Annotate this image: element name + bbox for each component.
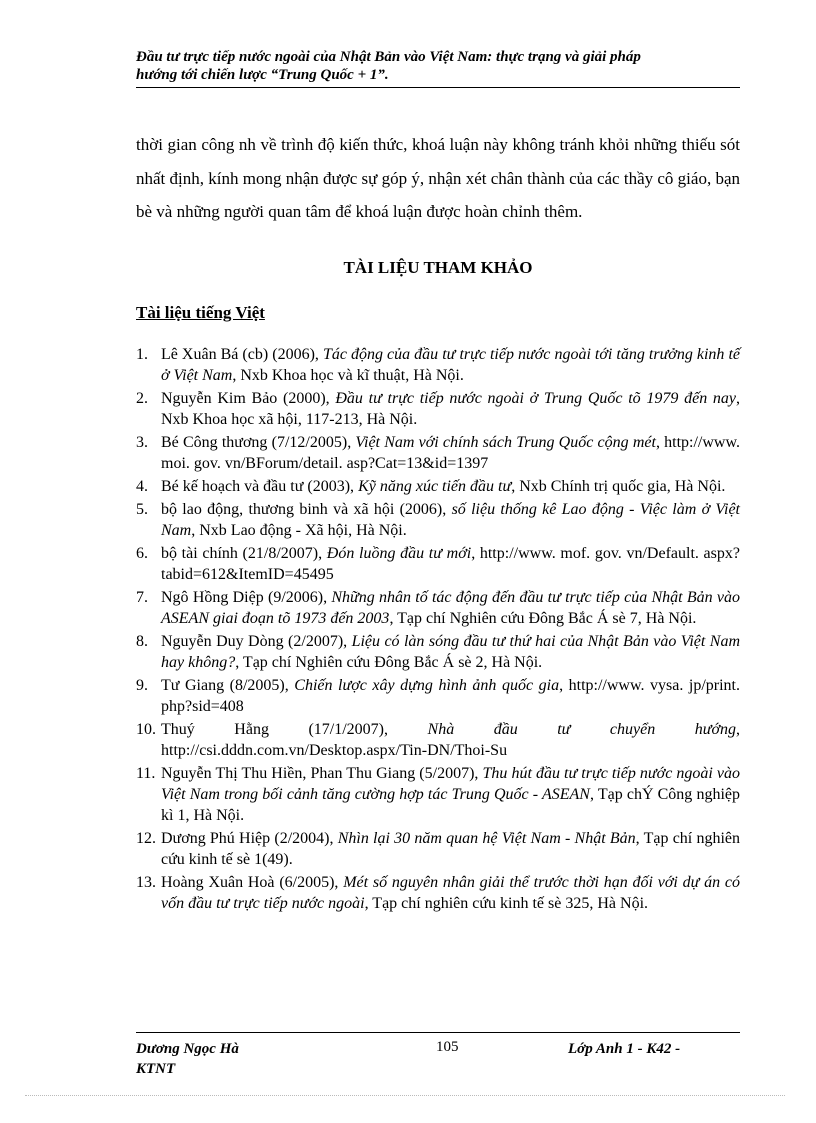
reference-item [136,631,740,673]
page-number: 105 [436,1039,459,1055]
subsection-title: Tài liệu tiếng Việt [136,303,265,322]
reference-number: 1. [136,346,148,363]
reference-number: 6. [136,545,148,562]
reference-item [136,543,740,585]
reference-title: Chiến lược xây dựng hình ảnh quốc gia [294,677,560,694]
reference-title: Những nhân tố tác động đến đầu tư trực tiếp của Nhật Bản vào ASEAN giai đoạn tõ 1973 đến 2003 [161,589,741,627]
reference-authors: Ngô Hồng Diệp (9/2006), [161,589,332,606]
reference-publisher: , Tạp chí nghiên cứu kinh tế sè 325, Hà Nội. [364,895,649,912]
reference-authors: Bé kế hoạch và đầu tư (2003), [161,478,359,495]
reference-authors: Nguyễn Kim Bảo (2000), [161,390,336,407]
page-bottom-divider [25,1095,785,1096]
reference-item [136,872,740,914]
reference-authors: Nguyễn Thị Thu Hiền, Phan Thu Giang (5/2007), [161,765,483,782]
reference-authors: Hoàng Xuân Hoà (6/2005), [161,874,344,891]
reference-publisher: , Nxb Lao động - Xã hội, Hà Nội. [191,522,407,539]
reference-authors: Bé Công thương (7/12/2005), [161,434,356,451]
reference-publisher: , http://csi.dddn.com.vn/Desktop.aspx/Tin-DN/Thoi-Su [161,721,740,759]
section-title: TÀI LIỆU THAM KHẢO [343,258,533,277]
reference-title: Nhìn lại 30 năm quan hệ Việt Nam - Nhật Bản [337,830,636,847]
reference-number: 9. [136,677,148,694]
reference-title: Tác động của đầu tư trực tiếp nước ngoài tới tăng trưởng kinh tế ở Việt Nam [161,346,741,384]
reference-item [136,476,740,497]
reference-publisher: , http://www. mof. gov. vn/Default. aspx?tabid=612&ItemID=45495 [161,545,740,583]
reference-title: số liệu thống kê Lao động - Việc làm ở Việt Nam [161,501,740,539]
reference-number: 13. [136,874,156,891]
reference-number: 10. [136,721,156,738]
footer-author: Dương Ngọc Hà KTNT [136,1041,239,1077]
reference-title: Thu hút đầu tư trực tiếp nước ngoài vào Việt Nam trong bối cảnh tăng cường hợp tác Trung Quốc - ASEAN [161,765,740,803]
reference-publisher: , Tạp chí Nghiên cứu Đông Bắc Á sè 2, Hà Nội. [235,654,543,671]
intro-paragraph: thời gian công nh về trình độ kiến thức, khoá luận này không tránh khỏi những thiếu sót nhất định, kính mong nhận được sự góp ý, nhận xét chân thành của các thầy cô giáo, bạn bè và những người quan tâm để khoá luận được hoàn chỉnh thêm. [136,135,740,221]
reference-title: Việt Nam với chính sách Trung Quốc cộng mét [355,434,656,451]
reference-list [136,344,740,916]
reference-number: 8. [136,633,148,650]
running-header [136,48,740,88]
reference-publisher: , Tạp chí Nghiên cứu Đông Bắc Á sè 7, Hà Nội. [389,610,697,627]
reference-number: 11. [136,765,156,782]
reference-number: 4. [136,478,148,495]
reference-authors: Nguyễn Duy Dòng (2/2007), [161,633,352,650]
reference-number: 12. [136,830,156,847]
reference-item [136,499,740,541]
reference-item [136,675,740,717]
reference-item [136,344,740,386]
reference-title: Mét số nguyên nhân giải thể trước thời hạn đối với dự án có vốn đầu tư trực tiếp nước ngoài [161,874,740,912]
reference-publisher: , Tạp chÝ Công nghiệp kì 1, Hà Nội. [161,786,740,824]
reference-authors: Tư Giang (8/2005), [161,677,295,694]
reference-authors: Lê Xuân Bá (cb) (2006), [161,346,323,363]
reference-title: Đầu tư trực tiếp nước ngoài ở Trung Quốc tõ 1979 đến nay [335,390,736,407]
reference-number: 5. [136,501,148,518]
reference-item [136,719,740,761]
reference-number: 7. [136,589,148,606]
header-line-2: hướng tới chiến lược “Trung Quốc + 1”. [136,67,389,83]
reference-publisher: , http://www. moi. gov. vn/BForum/detail. asp?Cat=13&id=1397 [161,434,740,472]
reference-publisher: , Nxb Khoa học và kĩ thuật, Hà Nội. [232,367,464,384]
reference-title: Nhà đầu tư chuyển hướng [427,721,736,738]
reference-item [136,763,740,826]
header-line-1: Đầu tư trực tiếp nước ngoài của Nhật Bản vào Việt Nam: thực trạng và giải pháp [136,49,641,65]
reference-authors: Dương Phú Hiệp (2/2004), [161,830,338,847]
footer-class: Lớp Anh 1 - K42 - [568,1041,681,1057]
page-footer [136,1032,740,1077]
reference-publisher: , http://www. vysa. jp/print. php?sid=408 [161,677,741,715]
reference-authors: bộ tài chính (21/8/2007), [161,545,327,562]
reference-authors: Thuý Hằng (17/1/2007), [161,721,428,738]
reference-title: Kỹ năng xúc tiến đầu tư [358,478,512,495]
reference-title: Đón luồng đầu tư mới [326,545,472,562]
reference-item [136,388,740,430]
reference-item [136,828,740,870]
reference-publisher: , Tạp chí nghiên cứu kinh tế sè 1(49). [161,830,741,868]
reference-publisher: , Nxb Chính trị quốc gia, Hà Nội. [511,478,726,495]
reference-number: 3. [136,434,148,451]
reference-authors: bộ lao động, thương binh và xã hội (2006), [161,501,452,518]
reference-number: 2. [136,390,148,407]
reference-title: Liệu có làn sóng đầu tư thứ hai của Nhật Bản vào Việt Nam hay không? [161,633,741,671]
reference-publisher: , Nxb Khoa học xã hội, 117-213, Hà Nội. [161,390,740,428]
reference-item [136,587,740,629]
reference-item [136,432,740,474]
